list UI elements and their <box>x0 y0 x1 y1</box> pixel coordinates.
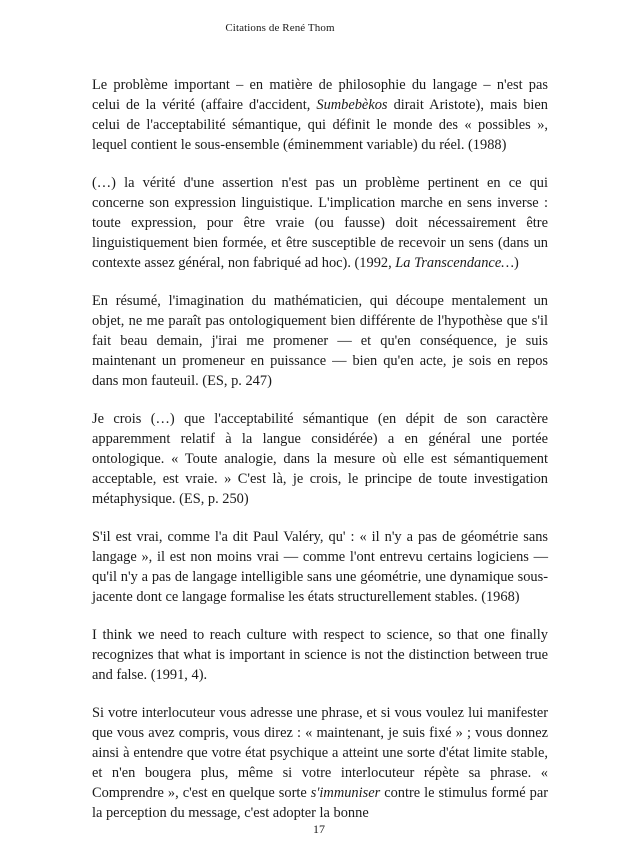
quote-text: Si votre interlocuteur vous adresse une phrase, et si vous voulez lui manifester que vous avez compris, vous direz : « maintenant, je suis fixé » ; vous donnez ainsi à entendre que votre état psychique a atteint une sorte d'état limite stable, et n'en bougera plus, même si votre interlocuteur répète sa phrase. « Comprendre », c'est en quelque sorte <box>92 705 548 801</box>
quote-paragraph-5 <box>92 527 548 607</box>
quote-italic-title: La Transcendance… <box>395 255 515 271</box>
quote-paragraph-4 <box>92 409 548 509</box>
quote-text: En résumé, l'imagination du mathématicien, qui découpe mentalement un objet, ne me paraît pas ontologiquement bien différente de l'hypothèse que s'il fait beau demain, j'irai me promener — et qu'en conséquence, je suis maintenant un promeneur en puissance — bien qu'en acte, je sois en repos dans mon fauteuil. (ES, p. 247) <box>92 293 548 389</box>
quote-paragraph-3 <box>92 291 548 391</box>
quote-italic-term: s'immuniser <box>310 785 381 801</box>
quote-text: Le problème important – en matière de philosophie du langage – n'est pas celui de la vérité (affaire d'accident, <box>92 77 548 113</box>
quote-text: contre le stimulus formé par la perception du message, c'est adopter la bonne <box>92 785 549 821</box>
quote-paragraph-1 <box>92 75 548 155</box>
page-number: 17 <box>313 822 325 836</box>
quote-text: Je crois (…) que l'acceptabilité sémantique (en dépit de son caractère apparemment relatif à la langue considérée) a en général une portée ontologique. « Toute analogie, dans la mesure où elle est sémantiquement acceptable, est vraie. » C'est là, je crois, le principe de toute investigation métaphysique. (ES, p. 250) <box>92 411 548 507</box>
quote-paragraph-6 <box>92 625 548 685</box>
quote-text: (…) la vérité d'une assertion n'est pas un problème pertinent en ce qui concerne son expression linguistique. L'implication marche en sens inverse : toute expression, pour être vraie (ou fausse) doit nécessairement être linguistiquement bien formée, et être susceptible de recevoir un sens (dans un contexte assez général, non fabriqué ad hoc). (1992, <box>92 175 548 271</box>
quote-paragraph-7 <box>92 703 548 823</box>
body-text <box>92 75 548 839</box>
quote-paragraph-2 <box>92 173 548 273</box>
quote-text: S'il est vrai, comme l'a dit Paul Valéry, qu' : « il n'y a pas de géométrie sans langage », il est non moins vrai — comme l'ont entrevu certains logiciens — qu'il n'y a pas de langage intelligible sans une géométrie, une dynamique sous-jacente dont ce langage formalise les états structurellement stables. (1968) <box>92 529 548 605</box>
quote-text: ) <box>514 255 519 271</box>
quote-text: I think we need to reach culture with respect to science, so that one finally recognizes that what is important in science is not the distinction between true and false. (1991, 4). <box>92 627 548 683</box>
running-header: Citations de René Thom <box>225 22 335 34</box>
quote-text: dirait Aristote), mais bien celui de l'acceptabilité sémantique, qui définit le monde des « possibles », lequel contient le sous-ensemble (éminemment variable) du réel. (1988) <box>92 97 548 153</box>
quote-italic-term: Sumbebèkos <box>316 97 388 113</box>
